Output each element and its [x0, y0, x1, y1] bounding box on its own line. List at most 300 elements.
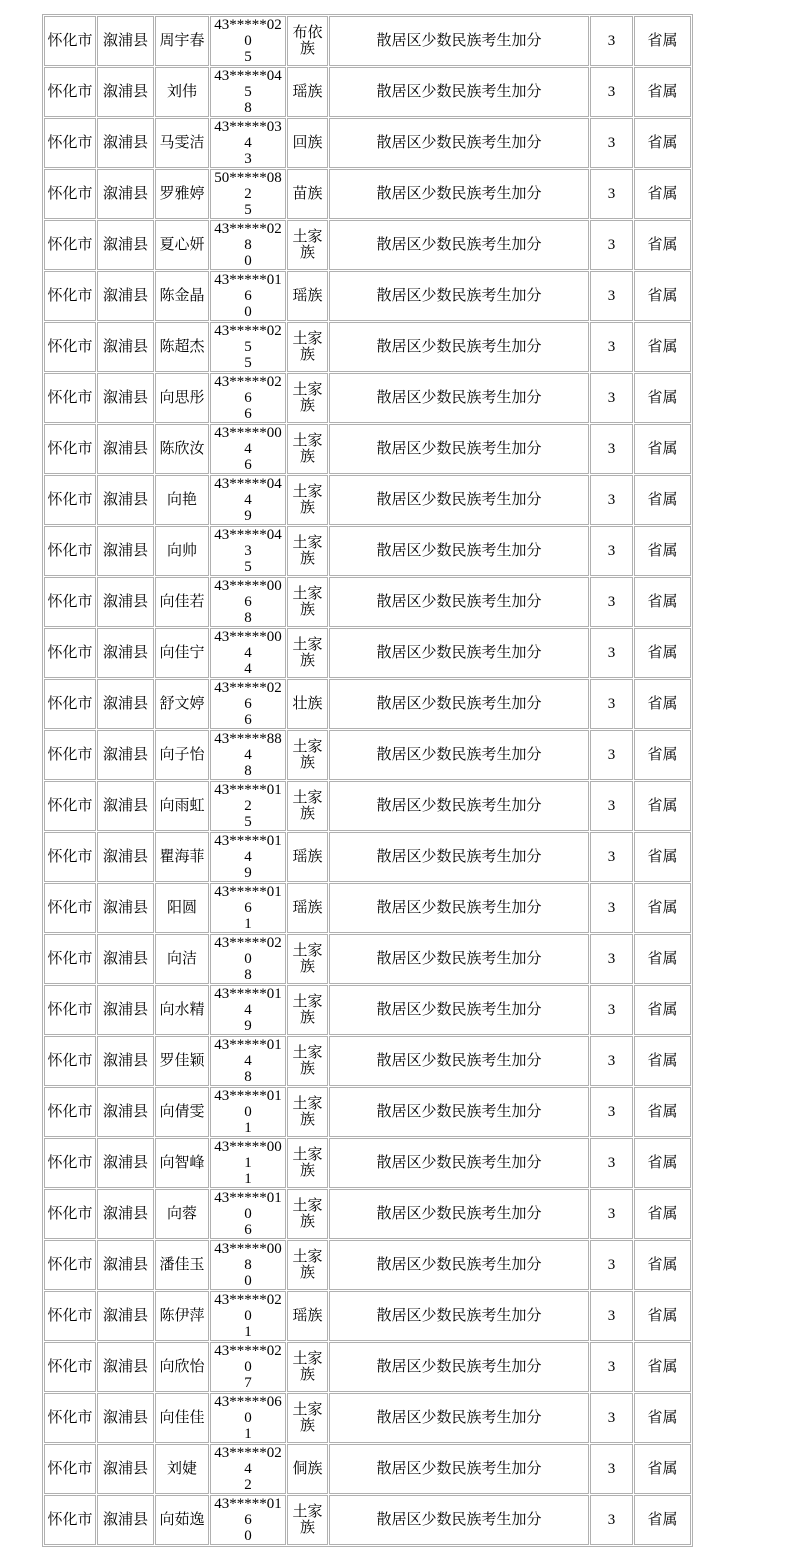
cell-student-name: 陈金晶 — [155, 271, 209, 321]
cell-bonus-reason: 散居区少数民族考生加分 — [329, 424, 589, 474]
exam-id-line-2: 5 — [244, 814, 252, 830]
cell-county: 溆浦县 — [97, 985, 154, 1035]
cell-bonus-points: 3 — [590, 985, 633, 1035]
table-row — [44, 832, 691, 882]
cell-county: 溆浦县 — [97, 832, 154, 882]
cell-student-name: 罗雅婷 — [155, 169, 209, 219]
exam-id-line-2: 3 — [244, 151, 252, 167]
cell-scope: 省属 — [634, 577, 691, 627]
table-row — [44, 475, 691, 525]
cell-student-name: 周宇春 — [155, 16, 209, 66]
cell-ethnicity: 土家族 — [287, 577, 328, 627]
cell-county: 溆浦县 — [97, 1495, 154, 1545]
cell-bonus-points: 3 — [590, 220, 633, 270]
cell-county: 溆浦县 — [97, 679, 154, 729]
table-row — [44, 373, 691, 423]
cell-scope: 省属 — [634, 475, 691, 525]
cell-student-name: 向洁 — [155, 934, 209, 984]
cell-ethnicity: 土家族 — [287, 424, 328, 474]
cell-exam-id — [210, 1444, 286, 1494]
cell-bonus-reason: 散居区少数民族考生加分 — [329, 679, 589, 729]
exam-id-line-2: 1 — [244, 916, 252, 932]
exam-id-line-2: 8 — [244, 100, 252, 116]
cell-exam-id — [210, 730, 286, 780]
cell-bonus-reason: 散居区少数民族考生加分 — [329, 628, 589, 678]
exam-id-line-2: 8 — [244, 763, 252, 779]
exam-id-line-2: 1 — [244, 1324, 252, 1340]
cell-city: 怀化市 — [44, 832, 96, 882]
cell-city: 怀化市 — [44, 1393, 96, 1443]
cell-exam-id — [210, 883, 286, 933]
exam-id-line-1: 43*****060 — [214, 1394, 282, 1426]
cell-bonus-reason: 散居区少数民族考生加分 — [329, 1189, 589, 1239]
exam-id-line-1: 43*****004 — [214, 425, 282, 457]
cell-exam-id — [210, 271, 286, 321]
table-row — [44, 220, 691, 270]
cell-city: 怀化市 — [44, 934, 96, 984]
cell-exam-id — [210, 985, 286, 1035]
cell-bonus-reason: 散居区少数民族考生加分 — [329, 169, 589, 219]
exam-id-line-2: 6 — [244, 712, 252, 728]
cell-scope: 省属 — [634, 832, 691, 882]
cell-county: 溆浦县 — [97, 1342, 154, 1392]
cell-exam-id — [210, 424, 286, 474]
cell-scope: 省属 — [634, 1240, 691, 1290]
cell-exam-id — [210, 169, 286, 219]
cell-exam-id — [210, 1495, 286, 1545]
cell-bonus-points: 3 — [590, 1138, 633, 1188]
cell-exam-id — [210, 679, 286, 729]
cell-county: 溆浦县 — [97, 373, 154, 423]
cell-scope: 省属 — [634, 526, 691, 576]
cell-ethnicity: 瑶族 — [287, 832, 328, 882]
cell-county: 溆浦县 — [97, 118, 154, 168]
cell-county: 溆浦县 — [97, 1291, 154, 1341]
cell-ethnicity: 壮族 — [287, 679, 328, 729]
exam-id-line-2: 5 — [244, 559, 252, 575]
cell-county: 溆浦县 — [97, 424, 154, 474]
cell-scope: 省属 — [634, 1036, 691, 1086]
cell-bonus-points: 3 — [590, 169, 633, 219]
exam-id-line-2: 0 — [244, 1528, 252, 1544]
cell-city: 怀化市 — [44, 1495, 96, 1545]
cell-bonus-points: 3 — [590, 271, 633, 321]
cell-bonus-reason: 散居区少数民族考生加分 — [329, 526, 589, 576]
cell-ethnicity: 土家族 — [287, 1495, 328, 1545]
cell-city: 怀化市 — [44, 373, 96, 423]
cell-city: 怀化市 — [44, 16, 96, 66]
cell-student-name: 阳圆 — [155, 883, 209, 933]
cell-ethnicity: 土家族 — [287, 1393, 328, 1443]
cell-exam-id — [210, 577, 286, 627]
exam-id-line-1: 43*****016 — [214, 272, 282, 304]
cell-bonus-reason: 散居区少数民族考生加分 — [329, 1393, 589, 1443]
cell-city: 怀化市 — [44, 526, 96, 576]
exam-id-line-1: 43*****006 — [214, 578, 282, 610]
exam-id-line-2: 2 — [244, 1477, 252, 1493]
cell-city: 怀化市 — [44, 1291, 96, 1341]
cell-exam-id — [210, 1189, 286, 1239]
cell-bonus-reason: 散居区少数民族考生加分 — [329, 1138, 589, 1188]
cell-exam-id — [210, 628, 286, 678]
cell-scope: 省属 — [634, 1291, 691, 1341]
cell-county: 溆浦县 — [97, 475, 154, 525]
exam-id-line-1: 43*****004 — [214, 629, 282, 661]
cell-ethnicity: 土家族 — [287, 526, 328, 576]
cell-student-name: 向智峰 — [155, 1138, 209, 1188]
cell-student-name: 向佳宁 — [155, 628, 209, 678]
cell-bonus-reason: 散居区少数民族考生加分 — [329, 934, 589, 984]
exam-id-line-1: 43*****025 — [214, 323, 282, 355]
exam-id-line-1: 43*****034 — [214, 119, 282, 151]
table-row — [44, 118, 691, 168]
cell-city: 怀化市 — [44, 118, 96, 168]
cell-student-name: 向艳 — [155, 475, 209, 525]
table-row — [44, 679, 691, 729]
cell-student-name: 向水精 — [155, 985, 209, 1035]
cell-exam-id — [210, 220, 286, 270]
cell-scope: 省属 — [634, 1495, 691, 1545]
cell-scope: 省属 — [634, 67, 691, 117]
exam-id-line-2: 6 — [244, 457, 252, 473]
table-row — [44, 934, 691, 984]
cell-county: 溆浦县 — [97, 1087, 154, 1137]
cell-bonus-reason: 散居区少数民族考生加分 — [329, 220, 589, 270]
cell-bonus-reason: 散居区少数民族考生加分 — [329, 832, 589, 882]
cell-bonus-reason: 散居区少数民族考生加分 — [329, 67, 589, 117]
table-row — [44, 1393, 691, 1443]
cell-student-name: 向佳若 — [155, 577, 209, 627]
cell-ethnicity: 土家族 — [287, 1087, 328, 1137]
cell-county: 溆浦县 — [97, 883, 154, 933]
exam-id-line-1: 43*****020 — [214, 1343, 282, 1375]
cell-exam-id — [210, 118, 286, 168]
cell-city: 怀化市 — [44, 1138, 96, 1188]
cell-scope: 省属 — [634, 1189, 691, 1239]
table-row — [44, 1138, 691, 1188]
cell-county: 溆浦县 — [97, 271, 154, 321]
table-row — [44, 67, 691, 117]
cell-scope: 省属 — [634, 16, 691, 66]
exam-id-line-1: 43*****012 — [214, 782, 282, 814]
exam-id-line-2: 8 — [244, 967, 252, 983]
cell-student-name: 陈超杰 — [155, 322, 209, 372]
cell-city: 怀化市 — [44, 628, 96, 678]
cell-county: 溆浦县 — [97, 67, 154, 117]
cell-scope: 省属 — [634, 1342, 691, 1392]
exam-id-line-2: 9 — [244, 508, 252, 524]
cell-city: 怀化市 — [44, 730, 96, 780]
cell-bonus-points: 3 — [590, 934, 633, 984]
exam-id-line-2: 0 — [244, 304, 252, 320]
exam-id-line-1: 43*****010 — [214, 1088, 282, 1120]
cell-county: 溆浦县 — [97, 730, 154, 780]
cell-student-name: 瞿海菲 — [155, 832, 209, 882]
cell-county: 溆浦县 — [97, 169, 154, 219]
cell-student-name: 向倩雯 — [155, 1087, 209, 1137]
exam-id-line-2: 9 — [244, 1018, 252, 1034]
table-row — [44, 322, 691, 372]
cell-student-name: 罗佳颖 — [155, 1036, 209, 1086]
cell-bonus-reason: 散居区少数民族考生加分 — [329, 1444, 589, 1494]
cell-bonus-points: 3 — [590, 628, 633, 678]
exam-id-line-2: 4 — [244, 661, 252, 677]
cell-scope: 省属 — [634, 322, 691, 372]
exam-id-line-1: 43*****028 — [214, 221, 282, 253]
cell-bonus-reason: 散居区少数民族考生加分 — [329, 1342, 589, 1392]
table-row — [44, 628, 691, 678]
cell-exam-id — [210, 1393, 286, 1443]
cell-ethnicity: 瑶族 — [287, 271, 328, 321]
table-row — [44, 271, 691, 321]
cell-ethnicity: 土家族 — [287, 1240, 328, 1290]
cell-county: 溆浦县 — [97, 526, 154, 576]
minority-bonus-points-table — [42, 14, 693, 1547]
cell-bonus-reason: 散居区少数民族考生加分 — [329, 16, 589, 66]
cell-exam-id — [210, 322, 286, 372]
cell-student-name: 陈欣汝 — [155, 424, 209, 474]
cell-ethnicity: 回族 — [287, 118, 328, 168]
cell-exam-id — [210, 16, 286, 66]
table-row — [44, 730, 691, 780]
cell-city: 怀化市 — [44, 67, 96, 117]
cell-ethnicity: 土家族 — [287, 1342, 328, 1392]
exam-id-line-2: 0 — [244, 1273, 252, 1289]
cell-scope: 省属 — [634, 118, 691, 168]
cell-ethnicity: 土家族 — [287, 475, 328, 525]
table-row — [44, 985, 691, 1035]
cell-county: 溆浦县 — [97, 1189, 154, 1239]
exam-id-line-1: 43*****014 — [214, 833, 282, 865]
table-row — [44, 883, 691, 933]
cell-county: 溆浦县 — [97, 577, 154, 627]
cell-bonus-points: 3 — [590, 475, 633, 525]
exam-id-line-1: 43*****043 — [214, 527, 282, 559]
cell-bonus-points: 3 — [590, 1087, 633, 1137]
table-row — [44, 424, 691, 474]
cell-county: 溆浦县 — [97, 1393, 154, 1443]
cell-student-name: 马雯洁 — [155, 118, 209, 168]
cell-bonus-reason: 散居区少数民族考生加分 — [329, 118, 589, 168]
cell-city: 怀化市 — [44, 1240, 96, 1290]
cell-city: 怀化市 — [44, 679, 96, 729]
cell-county: 溆浦县 — [97, 628, 154, 678]
cell-ethnicity: 瑶族 — [287, 1291, 328, 1341]
cell-county: 溆浦县 — [97, 1138, 154, 1188]
exam-id-line-2: 1 — [244, 1171, 252, 1187]
exam-id-line-1: 43*****020 — [214, 935, 282, 967]
cell-bonus-points: 3 — [590, 118, 633, 168]
cell-scope: 省属 — [634, 781, 691, 831]
cell-bonus-points: 3 — [590, 679, 633, 729]
cell-county: 溆浦县 — [97, 220, 154, 270]
cell-exam-id — [210, 781, 286, 831]
cell-city: 怀化市 — [44, 220, 96, 270]
cell-bonus-points: 3 — [590, 1036, 633, 1086]
cell-student-name: 向佳佳 — [155, 1393, 209, 1443]
exam-id-line-1: 43*****014 — [214, 986, 282, 1018]
cell-ethnicity: 土家族 — [287, 628, 328, 678]
cell-scope: 省属 — [634, 628, 691, 678]
cell-ethnicity: 土家族 — [287, 730, 328, 780]
table-row — [44, 526, 691, 576]
exam-id-line-1: 43*****010 — [214, 1190, 282, 1222]
exam-id-line-1: 43*****008 — [214, 1241, 282, 1273]
cell-scope: 省属 — [634, 1087, 691, 1137]
cell-county: 溆浦县 — [97, 1240, 154, 1290]
cell-scope: 省属 — [634, 169, 691, 219]
cell-scope: 省属 — [634, 679, 691, 729]
cell-exam-id — [210, 1240, 286, 1290]
cell-city: 怀化市 — [44, 781, 96, 831]
table-row — [44, 1036, 691, 1086]
exam-id-line-1: 50*****082 — [214, 170, 282, 202]
cell-ethnicity: 侗族 — [287, 1444, 328, 1494]
exam-id-line-1: 43*****024 — [214, 1445, 282, 1477]
exam-id-line-1: 43*****026 — [214, 374, 282, 406]
cell-student-name: 向欣怡 — [155, 1342, 209, 1392]
exam-id-line-2: 1 — [244, 1120, 252, 1136]
cell-city: 怀化市 — [44, 577, 96, 627]
cell-ethnicity: 瑶族 — [287, 67, 328, 117]
cell-scope: 省属 — [634, 1138, 691, 1188]
cell-bonus-points: 3 — [590, 1240, 633, 1290]
cell-bonus-reason: 散居区少数民族考生加分 — [329, 985, 589, 1035]
cell-bonus-reason: 散居区少数民族考生加分 — [329, 271, 589, 321]
exam-id-line-1: 43*****044 — [214, 476, 282, 508]
cell-city: 怀化市 — [44, 271, 96, 321]
cell-county: 溆浦县 — [97, 1444, 154, 1494]
exam-id-line-1: 43*****016 — [214, 884, 282, 916]
exam-id-line-2: 8 — [244, 610, 252, 626]
cell-county: 溆浦县 — [97, 781, 154, 831]
cell-student-name: 向思彤 — [155, 373, 209, 423]
cell-scope: 省属 — [634, 985, 691, 1035]
cell-bonus-points: 3 — [590, 1393, 633, 1443]
cell-bonus-reason: 散居区少数民族考生加分 — [329, 1240, 589, 1290]
exam-id-line-2: 8 — [244, 1069, 252, 1085]
cell-student-name: 向蓉 — [155, 1189, 209, 1239]
cell-bonus-points: 3 — [590, 1444, 633, 1494]
table-row — [44, 1291, 691, 1341]
cell-county: 溆浦县 — [97, 934, 154, 984]
cell-bonus-points: 3 — [590, 1495, 633, 1545]
table-row — [44, 169, 691, 219]
cell-ethnicity: 土家族 — [287, 934, 328, 984]
cell-scope: 省属 — [634, 424, 691, 474]
table-row — [44, 1495, 691, 1545]
cell-bonus-points: 3 — [590, 1342, 633, 1392]
cell-ethnicity: 土家族 — [287, 781, 328, 831]
table-row — [44, 16, 691, 66]
table-row — [44, 1444, 691, 1494]
cell-ethnicity: 土家族 — [287, 1036, 328, 1086]
exam-id-line-2: 9 — [244, 865, 252, 881]
cell-exam-id — [210, 373, 286, 423]
cell-bonus-points: 3 — [590, 16, 633, 66]
cell-city: 怀化市 — [44, 475, 96, 525]
cell-city: 怀化市 — [44, 1189, 96, 1239]
cell-bonus-reason: 散居区少数民族考生加分 — [329, 730, 589, 780]
cell-exam-id — [210, 1087, 286, 1137]
table-body — [44, 16, 691, 1545]
exam-id-line-1: 43*****014 — [214, 1037, 282, 1069]
exam-id-line-2: 6 — [244, 406, 252, 422]
cell-student-name: 舒文婷 — [155, 679, 209, 729]
exam-id-line-2: 5 — [244, 355, 252, 371]
cell-ethnicity: 土家族 — [287, 985, 328, 1035]
cell-bonus-reason: 散居区少数民族考生加分 — [329, 781, 589, 831]
cell-city: 怀化市 — [44, 985, 96, 1035]
cell-ethnicity: 土家族 — [287, 220, 328, 270]
cell-bonus-reason: 散居区少数民族考生加分 — [329, 475, 589, 525]
cell-bonus-reason: 散居区少数民族考生加分 — [329, 577, 589, 627]
cell-exam-id — [210, 1342, 286, 1392]
cell-student-name: 刘婕 — [155, 1444, 209, 1494]
cell-ethnicity: 瑶族 — [287, 883, 328, 933]
cell-city: 怀化市 — [44, 1087, 96, 1137]
exam-id-line-2: 5 — [244, 202, 252, 218]
cell-city: 怀化市 — [44, 1036, 96, 1086]
exam-id-line-2: 0 — [244, 253, 252, 269]
table-row — [44, 577, 691, 627]
cell-exam-id — [210, 1036, 286, 1086]
cell-exam-id — [210, 1138, 286, 1188]
cell-bonus-points: 3 — [590, 577, 633, 627]
cell-bonus-points: 3 — [590, 526, 633, 576]
table-row — [44, 781, 691, 831]
exam-id-line-1: 43*****020 — [214, 17, 282, 49]
cell-bonus-reason: 散居区少数民族考生加分 — [329, 373, 589, 423]
cell-exam-id — [210, 934, 286, 984]
cell-scope: 省属 — [634, 373, 691, 423]
exam-id-line-1: 43*****884 — [214, 731, 282, 763]
cell-student-name: 向帅 — [155, 526, 209, 576]
cell-county: 溆浦县 — [97, 16, 154, 66]
exam-id-line-1: 43*****016 — [214, 1496, 282, 1528]
cell-exam-id — [210, 67, 286, 117]
cell-city: 怀化市 — [44, 424, 96, 474]
cell-city: 怀化市 — [44, 322, 96, 372]
cell-ethnicity: 土家族 — [287, 1189, 328, 1239]
exam-id-line-1: 43*****026 — [214, 680, 282, 712]
cell-city: 怀化市 — [44, 1342, 96, 1392]
cell-scope: 省属 — [634, 1393, 691, 1443]
cell-student-name: 潘佳玉 — [155, 1240, 209, 1290]
table-row — [44, 1189, 691, 1239]
cell-ethnicity: 土家族 — [287, 322, 328, 372]
cell-county: 溆浦县 — [97, 1036, 154, 1086]
cell-bonus-points: 3 — [590, 781, 633, 831]
cell-bonus-reason: 散居区少数民族考生加分 — [329, 1495, 589, 1545]
cell-bonus-points: 3 — [590, 322, 633, 372]
cell-bonus-points: 3 — [590, 373, 633, 423]
cell-ethnicity: 布依族 — [287, 16, 328, 66]
cell-ethnicity: 苗族 — [287, 169, 328, 219]
cell-bonus-points: 3 — [590, 883, 633, 933]
cell-student-name: 陈伊萍 — [155, 1291, 209, 1341]
cell-bonus-reason: 散居区少数民族考生加分 — [329, 322, 589, 372]
table-row — [44, 1087, 691, 1137]
cell-ethnicity: 土家族 — [287, 373, 328, 423]
cell-student-name: 向雨虹 — [155, 781, 209, 831]
cell-city: 怀化市 — [44, 1444, 96, 1494]
cell-bonus-points: 3 — [590, 730, 633, 780]
cell-scope: 省属 — [634, 1444, 691, 1494]
cell-ethnicity: 土家族 — [287, 1138, 328, 1188]
exam-id-line-2: 7 — [244, 1375, 252, 1391]
cell-city: 怀化市 — [44, 169, 96, 219]
